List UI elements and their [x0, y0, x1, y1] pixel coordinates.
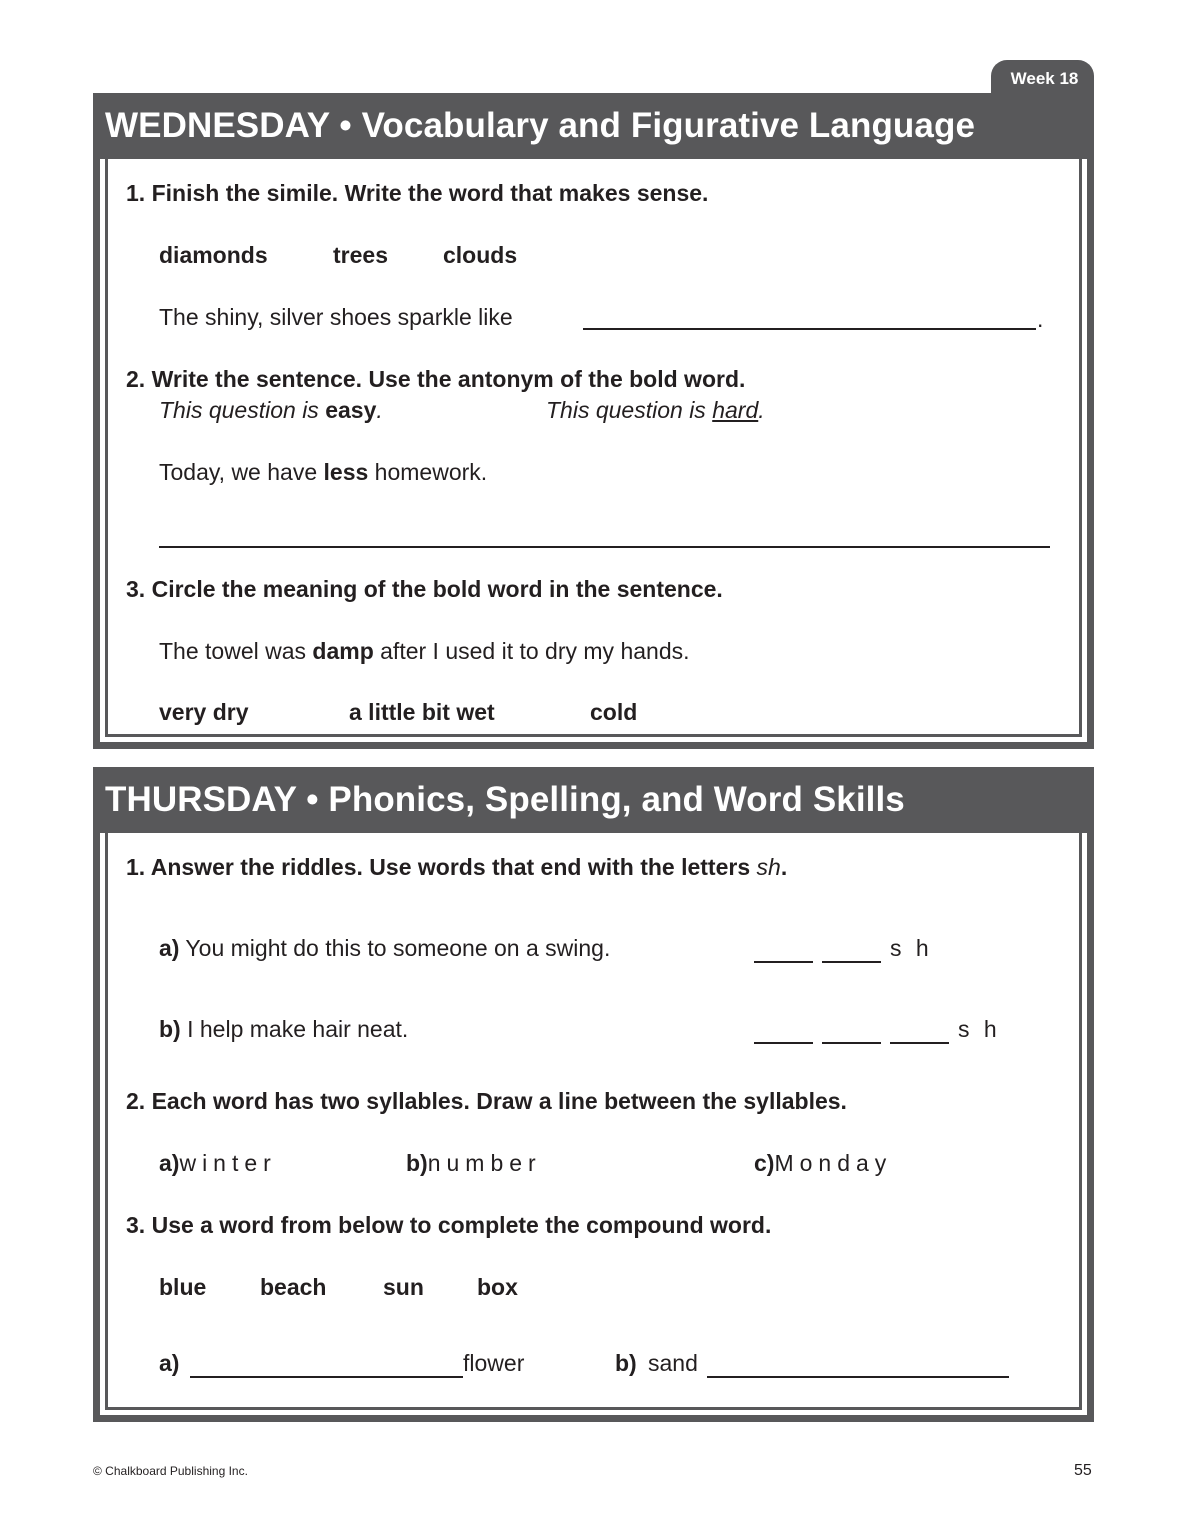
thu-q3b-prefix: sand	[648, 1350, 698, 1376]
thu-q3-word-1: beach	[260, 1274, 327, 1300]
thu-q1b-blank-2[interactable]	[822, 1042, 881, 1044]
thu-q1b-blank-1[interactable]	[754, 1042, 813, 1044]
riddle-text: I help make hair neat.	[180, 1016, 409, 1042]
riddle-text: You might do this to someone on a swing.	[179, 935, 611, 961]
thu-q3a-answer-line[interactable]	[190, 1376, 463, 1378]
thu-q2-word-c[interactable]	[754, 1150, 892, 1177]
thu-q1-prompt	[126, 854, 787, 881]
word-label: a)	[159, 1150, 180, 1176]
thu-q3-prompt	[126, 1212, 771, 1239]
thu-q3-word-0: blue	[159, 1274, 207, 1300]
thu-q1a-blank-1[interactable]	[754, 961, 813, 963]
wed-q2-sentence	[159, 459, 487, 486]
question-number: 1.	[126, 854, 146, 880]
bold-word: easy	[325, 397, 377, 423]
question-text: Answer the riddles. Use words that end with the letters	[150, 854, 757, 880]
example-text: This question is	[159, 397, 326, 423]
thu-q1a-blank-2[interactable]	[822, 961, 881, 963]
sentence-text: homework.	[368, 459, 488, 485]
wed-q3-prompt	[126, 576, 723, 603]
thu-q3a-label: a)	[159, 1350, 180, 1376]
wed-q3-option-0[interactable]: very dry	[159, 699, 249, 725]
wed-q2-example-b	[546, 397, 765, 424]
wed-q2-prompt	[126, 366, 745, 393]
thu-q1a-ending: s h	[890, 935, 933, 961]
thu-q1-riddle-b	[159, 1016, 408, 1043]
question-text: Write the sentence. Use the antonym of the bold word.	[151, 366, 746, 392]
question-number: 2.	[126, 366, 146, 392]
example-text: This question is	[546, 397, 713, 423]
word-label: b)	[406, 1150, 428, 1176]
question-number: 1.	[126, 180, 146, 206]
question-punct: .	[780, 854, 788, 880]
bold-word: damp	[312, 638, 374, 664]
thu-q3b-answer-line[interactable]	[707, 1376, 1009, 1378]
wed-q1-word-2: clouds	[443, 242, 518, 268]
question-text: Circle the meaning of the bold word in the sentence.	[151, 576, 723, 602]
wed-q1-word-0: diamonds	[159, 242, 268, 268]
syllable-word[interactable]: number	[427, 1150, 542, 1176]
wed-q1-prompt	[126, 180, 708, 207]
wed-q1-period: .	[1037, 306, 1044, 332]
week-tab: Week 18	[991, 60, 1094, 100]
wed-q2-example-a	[159, 397, 383, 424]
copyright: © Chalkboard Publishing Inc.	[93, 1464, 248, 1478]
wed-q1-sentence: The shiny, silver shoes sparkle like	[159, 304, 513, 330]
wed-q2-answer-line[interactable]	[159, 546, 1050, 548]
thursday-header: THURSDAY • Phonics, Spelling, and Word Skills	[105, 780, 905, 819]
example-punct: .	[758, 397, 765, 423]
thu-q3-word-2: sun	[383, 1274, 424, 1300]
wed-q3-option-1[interactable]: a little bit wet	[349, 699, 495, 725]
wednesday-header: WEDNESDAY • Vocabulary and Figurative Language	[105, 106, 976, 145]
sentence-text: Today, we have	[159, 459, 324, 485]
question-text: Each word has two syllables. Draw a line between the syllables.	[151, 1088, 847, 1114]
thu-q2-word-b[interactable]	[406, 1150, 542, 1177]
wed-q3-sentence	[159, 638, 690, 665]
wed-q1-answer-line[interactable]	[583, 328, 1036, 330]
italic-letters: sh	[756, 854, 781, 880]
question-number: 3.	[126, 576, 146, 602]
thursday-frame	[100, 833, 1087, 1415]
sentence-text: The towel was	[159, 638, 313, 664]
question-number: 2.	[126, 1088, 146, 1114]
thu-q1b-ending: s h	[958, 1016, 1001, 1042]
thu-q1-riddle-a	[159, 935, 610, 962]
thu-q3b-label: b)	[615, 1350, 637, 1376]
bold-word: less	[323, 459, 369, 485]
thu-q3a-suffix: flower	[463, 1350, 525, 1376]
page-number: 55	[1074, 1462, 1092, 1479]
riddle-label: b)	[159, 1016, 181, 1042]
example-punct: .	[376, 397, 383, 423]
question-number: 3.	[126, 1212, 146, 1238]
sentence-text: after I used it to dry my hands.	[373, 638, 690, 664]
wed-q1-word-1: trees	[333, 242, 388, 268]
riddle-label: a)	[159, 935, 180, 961]
question-text: Use a word from below to complete the compound word.	[151, 1212, 772, 1238]
syllable-word[interactable]: winter	[179, 1150, 277, 1176]
thu-q3-word-3: box	[477, 1274, 518, 1300]
thu-q2-prompt	[126, 1088, 847, 1115]
word-label: c)	[754, 1150, 775, 1176]
thu-q2-word-a[interactable]	[159, 1150, 277, 1177]
thursday-inner	[105, 833, 1082, 1410]
question-text: Finish the simile. Write the word that makes sense.	[151, 180, 709, 206]
wed-q3-option-2[interactable]: cold	[590, 699, 638, 725]
syllable-word[interactable]: Monday	[774, 1150, 893, 1176]
underlined-word: hard	[712, 397, 759, 423]
thu-q1b-blank-3[interactable]	[890, 1042, 949, 1044]
